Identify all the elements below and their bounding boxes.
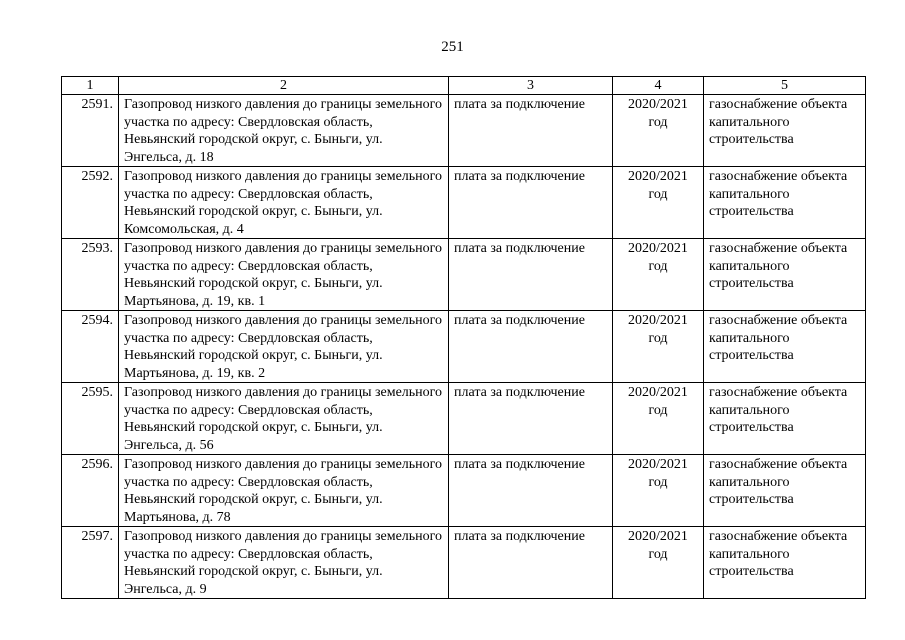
purpose: газоснабжение объекта капитального строительства	[704, 167, 866, 239]
payment-type: плата за подключение	[449, 527, 613, 599]
purpose: газоснабжение объекта капитального строительства	[704, 383, 866, 455]
object-description: Газопровод низкого давления до границы земельного участка по адресу: Свердловская область, Невьянский городской округ, с. Быньги, ул. Мартьянова, д. 19, кв. 1	[119, 239, 449, 311]
table-row	[62, 527, 866, 599]
row-number: 2591.	[62, 95, 119, 167]
table-row	[62, 95, 866, 167]
header-col-5: 5	[704, 77, 866, 95]
purpose: газоснабжение объекта капитального строительства	[704, 95, 866, 167]
purpose: газоснабжение объекта капитального строительства	[704, 311, 866, 383]
header-col-3: 3	[449, 77, 613, 95]
header-col-4: 4	[613, 77, 704, 95]
row-number: 2592.	[62, 167, 119, 239]
object-description: Газопровод низкого давления до границы земельного участка по адресу: Свердловская область, Невьянский городской округ, с. Быньги, ул. Энгельса, д. 9	[119, 527, 449, 599]
object-description: Газопровод низкого давления до границы земельного участка по адресу: Свердловская область, Невьянский городской округ, с. Быньги, ул. Энгельса, д. 56	[119, 383, 449, 455]
year-period: 2020/2021 год	[613, 311, 704, 383]
object-description: Газопровод низкого давления до границы земельного участка по адресу: Свердловская область, Невьянский городской округ, с. Быньги, ул. Мартьянова, д. 19, кв. 2	[119, 311, 449, 383]
row-number: 2593.	[62, 239, 119, 311]
object-description: Газопровод низкого давления до границы земельного участка по адресу: Свердловская область, Невьянский городской округ, с. Быньги, ул. Энгельса, д. 18	[119, 95, 449, 167]
data-table	[61, 76, 866, 599]
object-description: Газопровод низкого давления до границы земельного участка по адресу: Свердловская область, Невьянский городской округ, с. Быньги, ул. Мартьянова, д. 78	[119, 455, 449, 527]
page-number: 251	[441, 39, 464, 55]
year-period: 2020/2021 год	[613, 239, 704, 311]
table-row	[62, 239, 866, 311]
table-body	[62, 95, 866, 599]
header-col-2: 2	[119, 77, 449, 95]
payment-type: плата за подключение	[449, 239, 613, 311]
payment-type: плата за подключение	[449, 311, 613, 383]
row-number: 2594.	[62, 311, 119, 383]
object-description: Газопровод низкого давления до границы земельного участка по адресу: Свердловская область, Невьянский городской округ, с. Быньги, ул. Комсомольская, д. 4	[119, 167, 449, 239]
year-period: 2020/2021 год	[613, 95, 704, 167]
table-header	[62, 77, 866, 95]
table-row	[62, 311, 866, 383]
year-period: 2020/2021 год	[613, 167, 704, 239]
header-row	[62, 77, 866, 95]
purpose: газоснабжение объекта капитального строительства	[704, 239, 866, 311]
row-number: 2597.	[62, 527, 119, 599]
payment-type: плата за подключение	[449, 167, 613, 239]
year-period: 2020/2021 год	[613, 527, 704, 599]
payment-type: плата за подключение	[449, 455, 613, 527]
header-col-1: 1	[62, 77, 119, 95]
payment-type: плата за подключение	[449, 383, 613, 455]
row-number: 2595.	[62, 383, 119, 455]
purpose: газоснабжение объекта капитального строительства	[704, 527, 866, 599]
table-row	[62, 455, 866, 527]
purpose: газоснабжение объекта капитального строительства	[704, 455, 866, 527]
year-period: 2020/2021 год	[613, 383, 704, 455]
payment-type: плата за подключение	[449, 95, 613, 167]
table-row	[62, 383, 866, 455]
row-number: 2596.	[62, 455, 119, 527]
year-period: 2020/2021 год	[613, 455, 704, 527]
table-row	[62, 167, 866, 239]
